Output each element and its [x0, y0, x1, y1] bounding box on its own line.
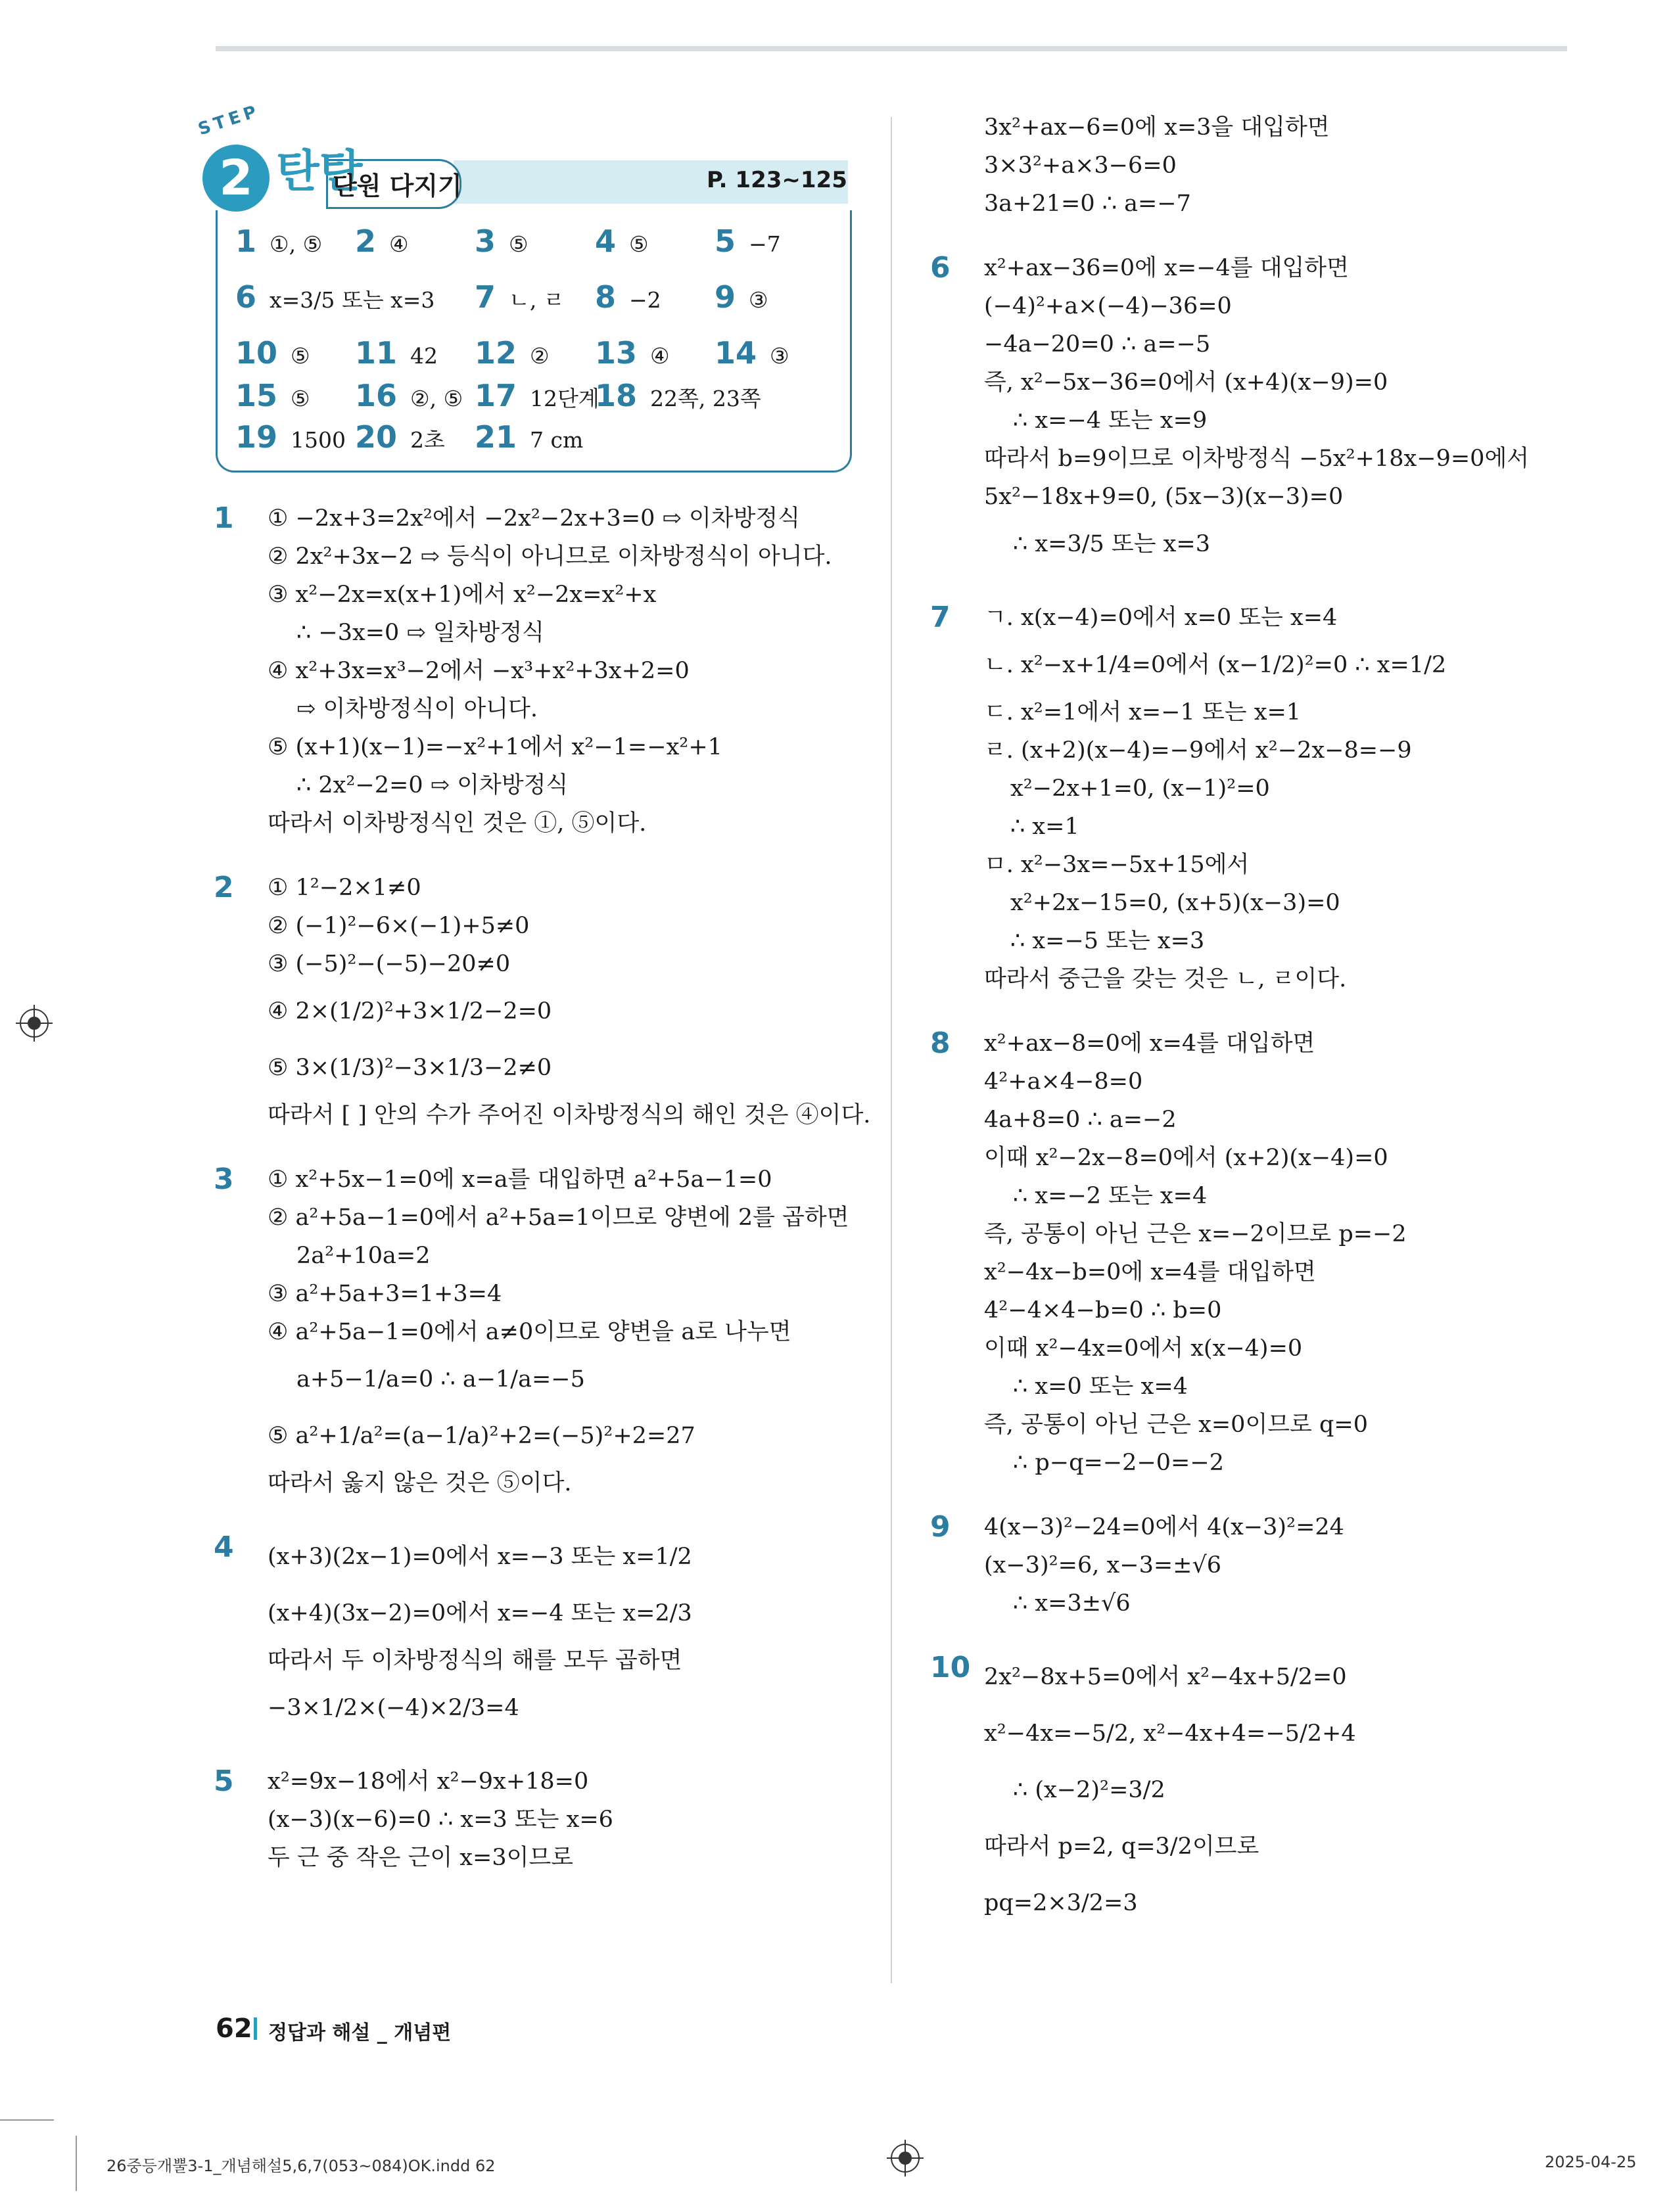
solution-line: 4a+8=0 ∴ a=−2	[984, 1107, 1177, 1133]
solution-line: 즉, 공통이 아닌 근은 x=0이므로 q=0	[984, 1412, 1368, 1438]
answer-item	[235, 378, 310, 413]
slug-file: 26중등개뿔3-1_개념해설5,6,7(053~084)OK.indd 62	[106, 2157, 496, 2175]
solution-line: 따라서 옳지 않은 것은 ⑤이다.	[268, 1470, 572, 1496]
solution-line: ∴ x=−4 또는 x=9	[1013, 407, 1208, 434]
solution-line: 이때 x²−4x=0에서 x(x−4)=0	[984, 1335, 1303, 1362]
section-title: 단원 다지기	[333, 172, 462, 200]
answer-item	[595, 335, 670, 371]
answer-number: 21	[475, 419, 517, 455]
solution-line: 3×3²+a×3−6=0	[984, 152, 1177, 179]
page-number: 62	[216, 2014, 252, 2044]
right-column-solutions	[930, 108, 1561, 1958]
solution-line: 3x²+ax−6=0에 x=3을 대입하면	[984, 114, 1330, 141]
tantan-heading: 탄탄	[276, 146, 363, 198]
solution-line: x²+2x−15=0, (x+5)(x−3)=0	[1010, 890, 1340, 916]
registration-mark-icon	[20, 1009, 49, 1038]
slug-date: 2025-04-25	[1545, 2153, 1637, 2171]
page-range: P. 123~125	[707, 167, 847, 193]
answer-number: 7	[475, 279, 496, 315]
solution-block	[930, 599, 1561, 998]
solution-number: 10	[930, 1651, 971, 1684]
crop-mark-h	[0, 2119, 54, 2121]
solution-line: ③ x²−2x=x(x+1)에서 x²−2x=x²+x	[268, 582, 657, 608]
solution-line: 즉, 공통이 아닌 근은 x=−2이므로 p=−2	[984, 1221, 1407, 1247]
answer-value: 12단계	[530, 386, 599, 411]
crop-mark-v	[76, 2136, 77, 2191]
answer-item	[355, 335, 438, 371]
solution-line: 5x²−18x+9=0, (5x−3)(x−3)=0	[984, 484, 1344, 510]
answer-value: 7 cm	[530, 427, 584, 453]
answer-number: 14	[715, 335, 757, 371]
answer-item	[595, 223, 649, 259]
solution-line: ∴ 2x²−2=0 ⇨ 이차방정식	[296, 772, 569, 798]
solution-number: 4	[214, 1531, 234, 1564]
solution-line: 4(x−3)²−24=0에서 4(x−3)²=24	[984, 1514, 1344, 1540]
solution-line: 즉, x²−5x−36=0에서 (x+4)(x−9)=0	[984, 369, 1388, 396]
solution-number: 8	[930, 1026, 951, 1060]
solution-line: ⑤ a²+1/a²=(a−1/a)²+2=(−5)²+2=27	[268, 1423, 695, 1449]
answer-value: ⑤	[509, 231, 529, 257]
solution-line: ① −2x+3=2x²에서 −2x²−2x+3=0 ⇨ 이차방정식	[268, 505, 801, 532]
solution-line: 2a²+10a=2	[296, 1243, 431, 1269]
answer-number: 9	[715, 279, 736, 315]
solution-block	[930, 1508, 1561, 1623]
solution-line: ㄹ. (x+2)(x−4)=−9에서 x²−2x−8=−9	[984, 737, 1412, 764]
answer-item	[715, 335, 789, 371]
solution-line: ∴ x=−5 또는 x=3	[1010, 928, 1205, 954]
answer-value: ⑤	[291, 386, 310, 411]
answer-value: ④	[650, 343, 670, 369]
answer-number: 15	[235, 378, 278, 413]
registration-mark-icon	[891, 2144, 920, 2173]
solution-line: (x−3)(x−6)=0 ∴ x=3 또는 x=6	[268, 1807, 613, 1833]
solution-line: x²−2x+1=0, (x−1)²=0	[1010, 775, 1270, 802]
solution-block	[214, 869, 871, 1134]
answer-value: x=3/5 또는 x=3	[270, 287, 435, 313]
solution-line: 2x²−8x+5=0에서 x²−4x+5/2=0	[984, 1664, 1347, 1690]
solution-line: 4²−4×4−b=0 ∴ b=0	[984, 1297, 1222, 1324]
solution-line: ∴ x=−2 또는 x=4	[1013, 1183, 1208, 1209]
solution-block	[214, 1529, 871, 1736]
answer-item	[355, 378, 463, 413]
answer-item	[235, 223, 322, 259]
solution-line: 따라서 이차방정식인 것은 ①, ⑤이다.	[268, 810, 647, 837]
solution-line: (−4)²+a×(−4)−36=0	[984, 293, 1232, 319]
solution-number: 1	[214, 501, 234, 535]
answer-value: ③	[749, 287, 768, 313]
answer-number: 12	[475, 335, 517, 371]
solution-line: ② a²+5a−1=0에서 a²+5a=1이므로 양변에 2를 곱하면	[268, 1205, 849, 1231]
top-rule	[216, 46, 1567, 51]
solution-line: ② (−1)²−6×(−1)+5≠0	[268, 913, 530, 939]
answer-item	[355, 223, 409, 259]
solution-number: 2	[214, 871, 234, 904]
answer-value: ②	[530, 343, 550, 369]
solution-line: ∴ −3x=0 ⇨ 일차방정식	[296, 620, 544, 646]
solution-line: ③ a²+5a+3=1+3=4	[268, 1281, 502, 1307]
answer-number: 13	[595, 335, 638, 371]
answer-item	[475, 335, 550, 371]
solution-line: ① x²+5x−1=0에 x=a를 대입하면 a²+5a−1=0	[268, 1166, 772, 1193]
solution-line: ㅁ. x²−3x=−5x+15에서	[984, 852, 1250, 878]
solution-line: ∴ p−q=−2−0=−2	[1013, 1450, 1224, 1476]
solution-line: −4a−20=0 ∴ a=−5	[984, 331, 1211, 357]
solution-line: ④ 2×(1/2)²+3×1/2−2=0	[268, 998, 552, 1025]
solution-block	[930, 108, 1561, 223]
solution-number: 3	[214, 1163, 234, 1196]
answer-item	[475, 378, 599, 413]
solution-block	[214, 1161, 871, 1502]
answer-number: 5	[715, 223, 736, 259]
answer-number: 11	[355, 335, 398, 371]
solution-number: 7	[930, 601, 951, 634]
solution-line: ⑤ 3×(1/3)²−3×1/3−2≠0	[268, 1055, 552, 1081]
solution-line: x²−4x=−5/2, x²−4x+4=−5/2+4	[984, 1720, 1356, 1747]
solution-line: pq=2×3/2=3	[984, 1890, 1138, 1916]
solution-line: 따라서 [ ] 안의 수가 주어진 이차방정식의 해인 것은 ④이다.	[268, 1102, 871, 1128]
solution-line: ∴ x=3±√6	[1013, 1590, 1131, 1617]
solution-line: ∴ x=3/5 또는 x=3	[1013, 531, 1210, 557]
solution-line: 두 근 중 작은 근이 x=3이므로	[268, 1845, 574, 1871]
solution-number: 9	[930, 1510, 951, 1544]
answer-number: 1	[235, 223, 257, 259]
solution-line: ∴ (x−2)²=3/2	[1013, 1777, 1165, 1803]
solution-line: 따라서 p=2, q=3/2이므로	[984, 1833, 1259, 1860]
solution-line: ㄴ. x²−x+1/4=0에서 (x−1/2)²=0 ∴ x=1/2	[984, 652, 1447, 678]
step-number-badge: 2	[202, 145, 270, 212]
solution-line: (x−3)²=6, x−3=±√6	[984, 1552, 1222, 1578]
solution-block	[930, 1025, 1561, 1482]
solution-number: 6	[930, 251, 951, 285]
answer-item	[595, 378, 761, 413]
answer-number: 2	[355, 223, 377, 259]
solution-line: x²+ax−8=0에 x=4를 대입하면	[984, 1030, 1315, 1057]
solution-line: ③ (−5)²−(−5)−20≠0	[268, 951, 511, 977]
answer-value: 42	[410, 343, 438, 369]
answer-item	[235, 419, 346, 455]
answer-number: 4	[595, 223, 617, 259]
solution-line: −3×1/2×(−4)×2/3=4	[268, 1695, 519, 1721]
solution-block	[930, 1649, 1561, 1931]
answer-value: ②, ⑤	[410, 386, 463, 411]
solution-line: ① 1²−2×1≠0	[268, 875, 421, 901]
footer-divider	[254, 2017, 257, 2040]
answer-number: 3	[475, 223, 496, 259]
answer-item	[715, 279, 768, 315]
answer-item	[475, 279, 565, 315]
answer-number: 8	[595, 279, 617, 315]
solution-line: ⑤ (x+1)(x−1)=−x²+1에서 x²−1=−x²+1	[268, 734, 722, 760]
solution-line: ㄱ. x(x−4)=0에서 x=0 또는 x=4	[984, 605, 1338, 631]
solution-line: 따라서 b=9이므로 이차방정식 −5x²+18x−9=0에서	[984, 446, 1530, 472]
solution-number: 5	[214, 1764, 234, 1798]
solution-line: (x+3)(2x−1)=0에서 x=−3 또는 x=1/2	[268, 1544, 692, 1570]
solution-line: ∴ x=0 또는 x=4	[1013, 1373, 1188, 1400]
solution-block	[214, 499, 871, 842]
answer-value: 22쪽, 23쪽	[650, 386, 761, 411]
solution-line: ⇨ 이차방정식이 아니다.	[296, 696, 538, 722]
answer-value: ④	[389, 231, 409, 257]
answer-number: 6	[235, 279, 257, 315]
solution-line: a+5−1/a=0 ∴ a−1/a=−5	[296, 1366, 585, 1393]
answer-value: ⑤	[629, 231, 649, 257]
answer-item	[595, 279, 661, 315]
solution-line: x²=9x−18에서 x²−9x+18=0	[268, 1768, 589, 1795]
step-label: STEP	[195, 101, 263, 140]
answer-value: ⑤	[291, 343, 310, 369]
answer-value: ③	[770, 343, 789, 369]
solution-line: 4²+a×4−8=0	[984, 1069, 1143, 1095]
solution-line: ∴ x=1	[1010, 814, 1079, 840]
solution-line: 이때 x²−2x−8=0에서 (x+2)(x−4)=0	[984, 1145, 1388, 1171]
solution-line: ④ a²+5a−1=0에서 a≠0이므로 양변을 a로 나누면	[268, 1319, 791, 1345]
answer-item	[235, 279, 435, 315]
solution-line: x²+ax−36=0에 x=−4를 대입하면	[984, 255, 1349, 281]
answer-value: 2초	[410, 427, 445, 453]
answer-value: ㄴ, ㄹ	[509, 287, 565, 313]
answer-number: 10	[235, 335, 278, 371]
solution-line: x²−4x−b=0에 x=4를 대입하면	[984, 1259, 1316, 1285]
column-divider	[891, 117, 892, 1983]
solution-line: 3a+21=0 ∴ a=−7	[984, 191, 1191, 217]
solution-line: 따라서 중근을 갖는 것은 ㄴ, ㄹ이다.	[984, 966, 1347, 992]
solution-block	[930, 249, 1561, 572]
left-column-solutions	[214, 499, 871, 1903]
answer-item	[235, 335, 310, 371]
solution-line: ② 2x²+3x−2 ⇨ 등식이 아니므로 이차방정식이 아니다.	[268, 543, 832, 570]
answer-value: −7	[749, 231, 781, 257]
solution-line: 따라서 두 이차방정식의 해를 모두 곱하면	[268, 1647, 682, 1674]
footer-section: 정답과 해설 _ 개념편	[268, 2021, 452, 2044]
answer-number: 20	[355, 419, 398, 455]
answer-number: 19	[235, 419, 278, 455]
answer-item	[355, 419, 445, 455]
solution-line: (x+4)(3x−2)=0에서 x=−4 또는 x=2/3	[268, 1600, 692, 1626]
answer-value: −2	[629, 287, 661, 313]
solution-line: ④ x²+3x=x³−2에서 −x³+x²+3x+2=0	[268, 658, 690, 684]
answer-item	[475, 223, 529, 259]
answer-value: 1500	[291, 427, 346, 453]
answer-number: 18	[595, 378, 638, 413]
answer-number: 17	[475, 378, 517, 413]
answer-value: ①, ⑤	[270, 231, 323, 257]
answer-item	[475, 419, 583, 455]
solution-line: ㄷ. x²=1에서 x=−1 또는 x=1	[984, 699, 1302, 726]
solution-block	[214, 1763, 871, 1877]
answer-item	[715, 223, 781, 259]
answer-number: 16	[355, 378, 398, 413]
